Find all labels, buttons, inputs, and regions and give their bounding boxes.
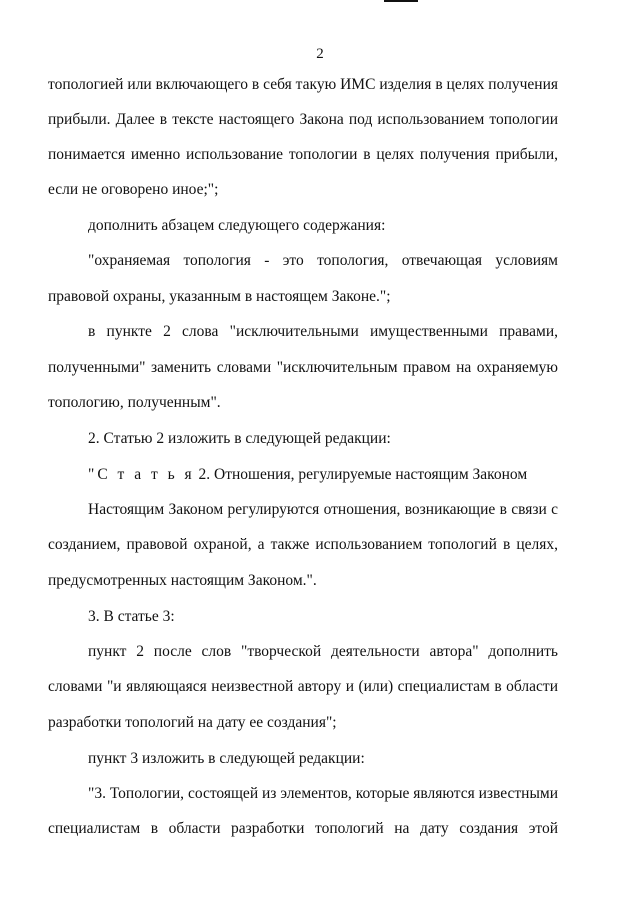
text-line: топологию, полученным". xyxy=(48,394,221,411)
text-line: словами "и являющаяся неизвестной автору и (или) специалистам в области xyxy=(48,678,558,695)
text-line: если не оговорено иное;"; xyxy=(48,181,219,198)
text-line: в пункте 2 слова "исключительными имущественными правами, xyxy=(88,323,558,340)
text-line: разработки топологий на дату ее создания"; xyxy=(48,714,337,731)
top-rule xyxy=(384,0,418,2)
text-line: предусмотренных настоящим Законом.". xyxy=(48,572,317,589)
text-line: созданием, правовой охраной, а также использованием топологий в целях, xyxy=(48,536,558,553)
text-line: прибыли. Далее в тексте настоящего Закона под использованием топологии xyxy=(48,111,558,128)
text-line: дополнить абзацем следующего содержания: xyxy=(88,217,386,234)
text-line: пункт 2 после слов "творческой деятельности автора" дополнить xyxy=(88,643,558,660)
text-line: 3. В статье 3: xyxy=(88,608,175,625)
text-line: пункт 3 изложить в следующей редакции: xyxy=(88,750,365,767)
text-line: "3. Топологии, состоящей из элементов, которые являются известными xyxy=(88,785,558,802)
spaced-heading-word: "С т а т ь я xyxy=(88,466,195,483)
text-line: понимается именно использование топологии в целях получения прибыли, xyxy=(48,146,558,163)
heading-text: 2. Отношения, регулируемые настоящим Законом xyxy=(194,466,528,483)
text-line: 2. Статью 2 изложить в следующей редакции: xyxy=(88,430,391,447)
text-line: правовой охраны, указанным в настоящем Законе."; xyxy=(48,288,391,305)
text-line: "охраняемая топология - это топология, отвечающая условиям xyxy=(88,252,558,269)
page-number: 2 xyxy=(316,46,324,62)
text-line xyxy=(88,466,558,484)
text-line: Настоящим Законом регулируются отношения, возникающие в связи с xyxy=(88,501,558,518)
text-line: топологией или включающего в себя такую ИМС изделия в целях получения xyxy=(48,76,558,93)
text-line: специалистам в области разработки топологий на дату создания этой xyxy=(48,820,558,837)
text-line: полученными" заменить словами "исключительным правом на охраняемую xyxy=(48,359,558,376)
